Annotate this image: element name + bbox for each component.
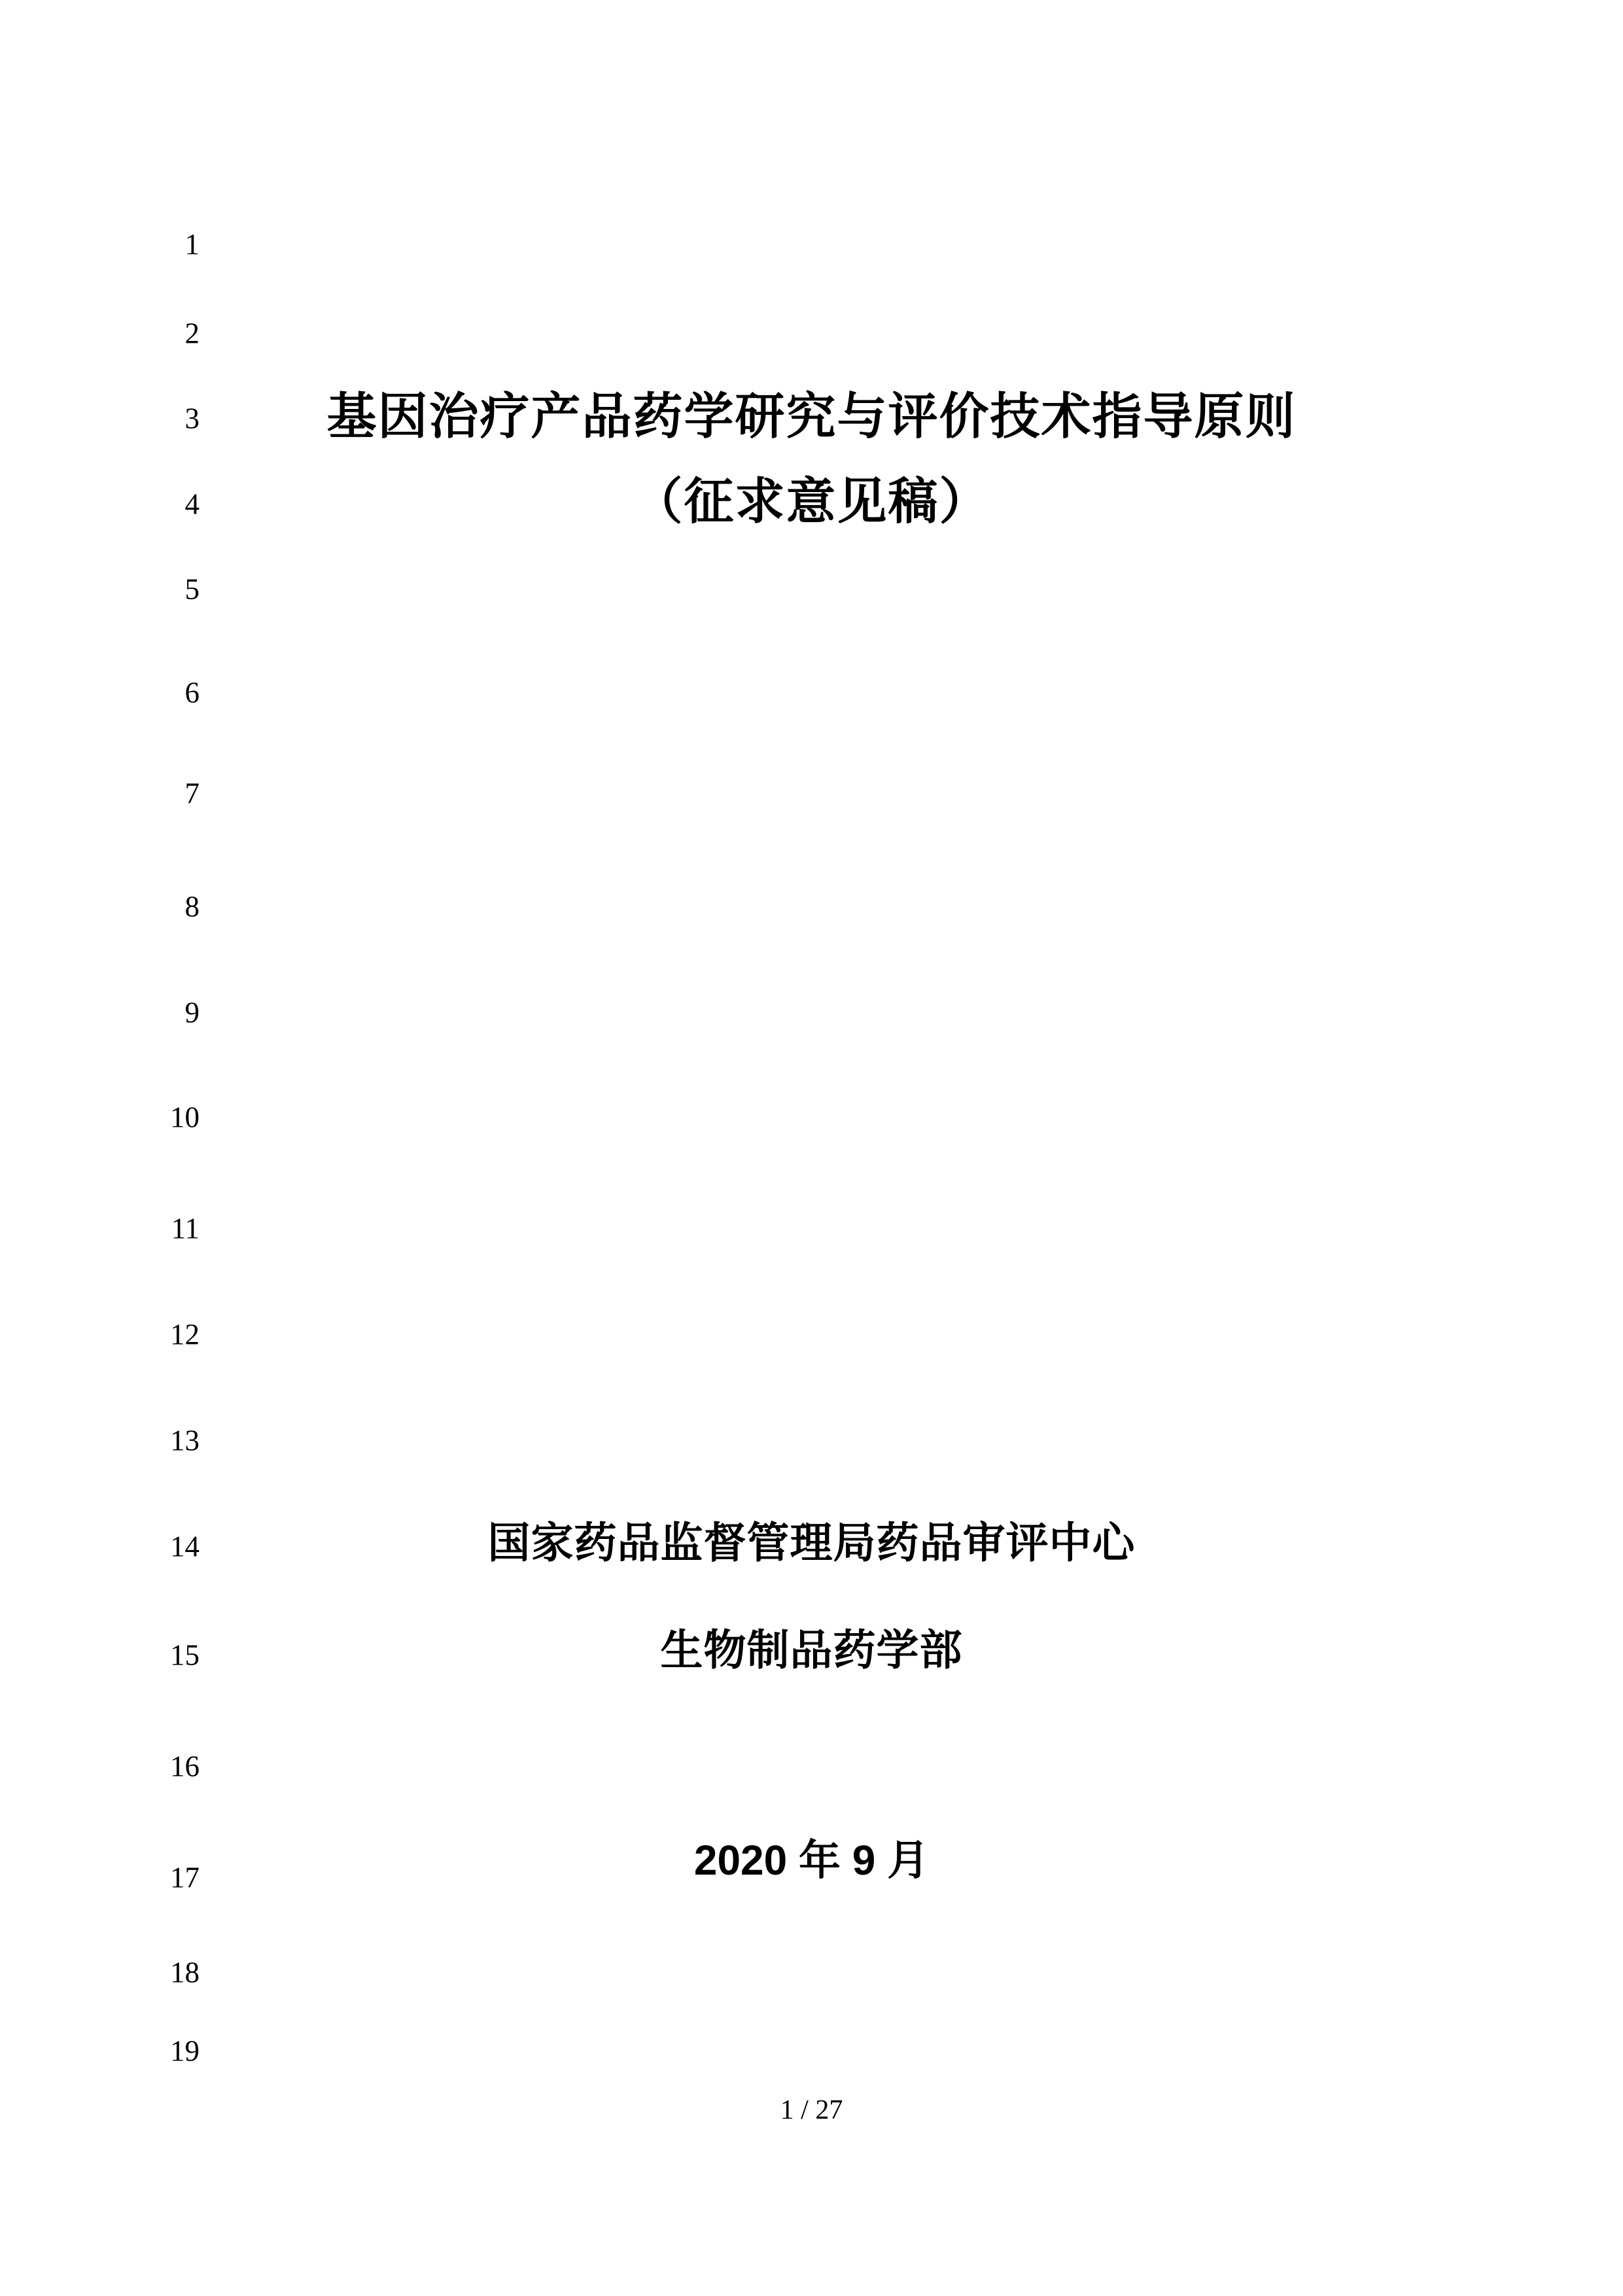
line-number-18: 18 (170, 1956, 200, 1989)
line-number-8: 8 (184, 890, 200, 923)
line-number-13: 13 (170, 1424, 200, 1457)
line-number-6: 6 (184, 676, 200, 709)
document-subtitle: （征求意见稿） (633, 474, 990, 530)
line-number-3: 3 (184, 402, 200, 435)
document-date: 2020 年 9 月 (693, 1837, 930, 1884)
line-number-5: 5 (184, 573, 200, 606)
line-number-9: 9 (184, 996, 200, 1029)
page-number-indicator: 1 / 27 (780, 2095, 843, 2125)
department-name: 生物制品药学部 (660, 1626, 963, 1674)
line-number-15: 15 (170, 1638, 200, 1672)
organization-name: 国家药品监督管理局药品审评中心 (487, 1519, 1136, 1566)
line-number-4: 4 (184, 487, 200, 521)
line-number-2: 2 (184, 317, 200, 350)
line-number-19: 19 (170, 2034, 200, 2068)
line-number-11: 11 (171, 1212, 200, 1245)
document-title: 基因治疗产品药学研究与评价技术指导原则 (326, 389, 1297, 445)
line-number-14: 14 (170, 1530, 200, 1563)
line-number-17: 17 (170, 1861, 200, 1894)
line-number-7: 7 (184, 777, 200, 810)
line-number-16: 16 (170, 1750, 200, 1783)
line-number-10: 10 (170, 1101, 200, 1134)
line-number-1: 1 (184, 228, 200, 261)
line-number-12: 12 (170, 1318, 200, 1351)
